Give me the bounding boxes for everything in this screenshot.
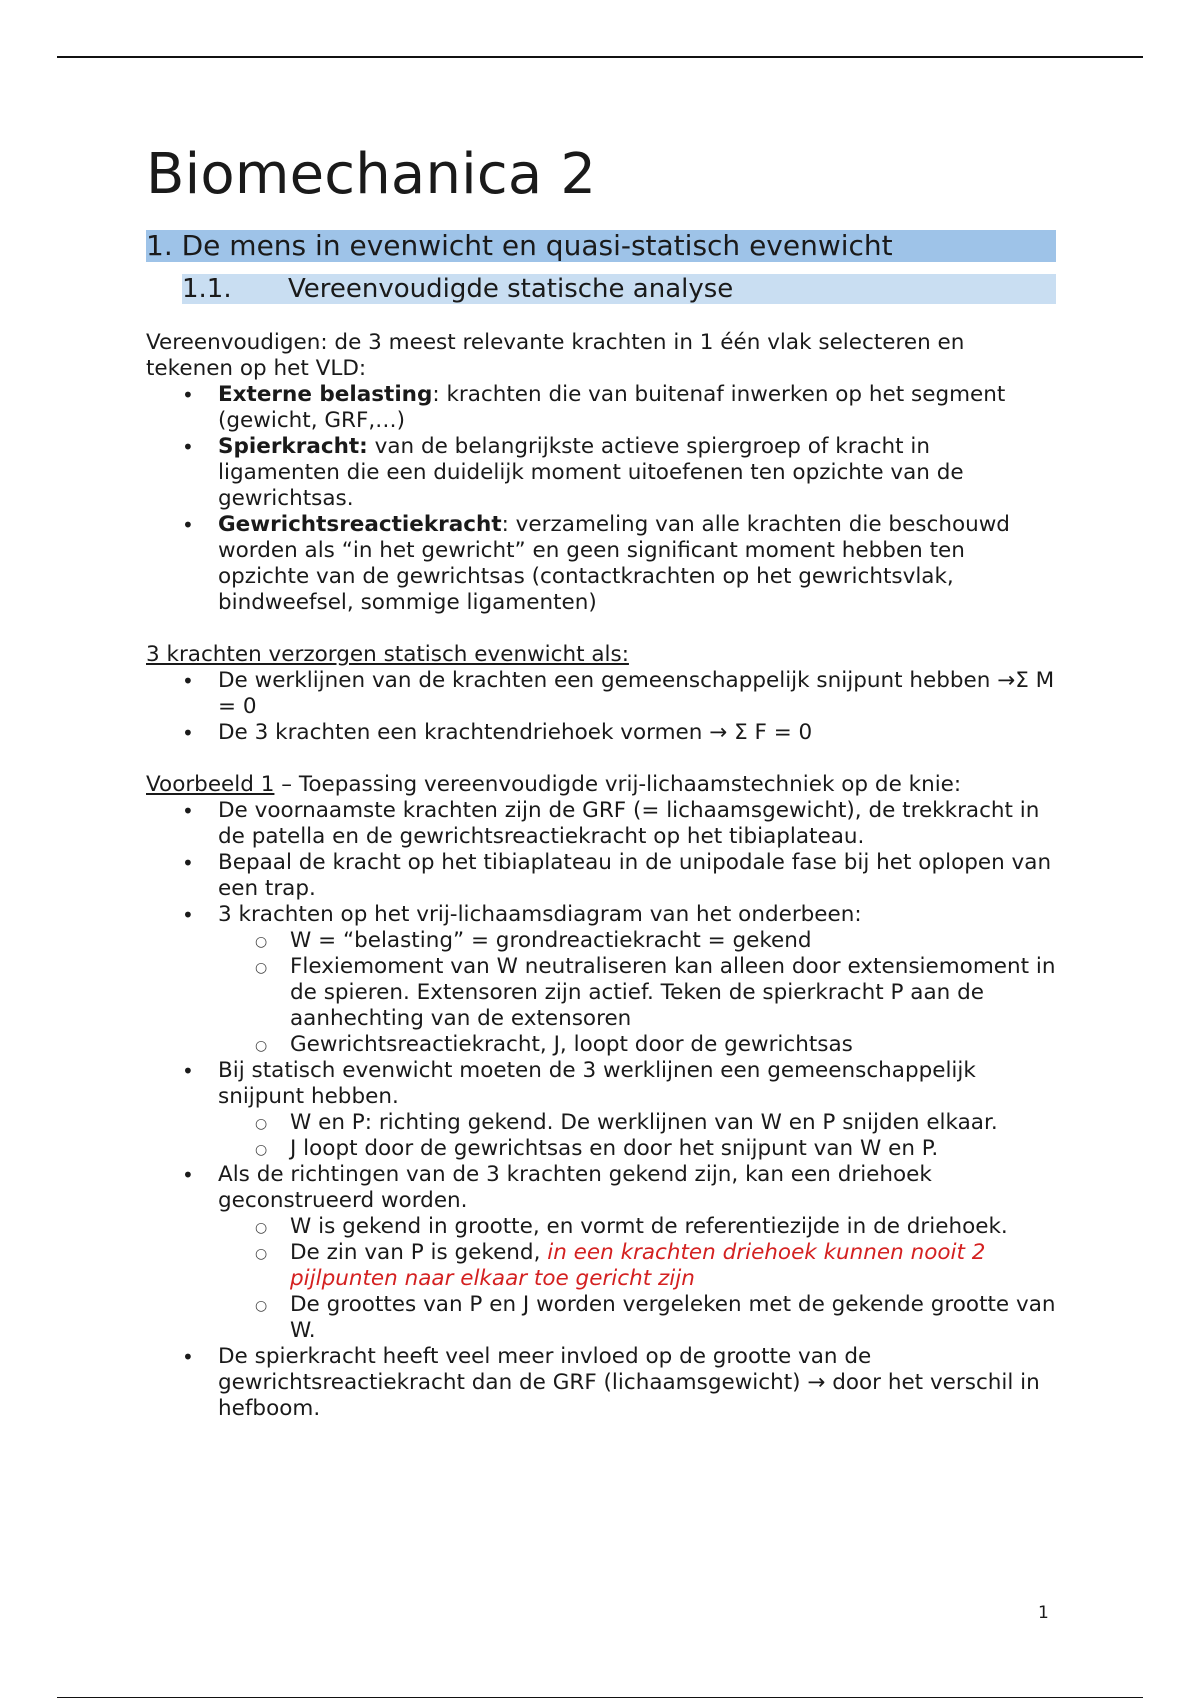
list-item: • De spierkracht heeft veel meer invloed op de grootte van de gewrichtsreactiekracht dan de GRF (lichaamsgewicht) → door het verschil in hefboom. [146,1344,1056,1422]
plain-text: De zin van P is gekend, [290,1240,548,1265]
equilibrium-list [146,668,1056,746]
highlighted-note: in een krachten driehoek kunnen nooit 2 pijlpunten naar elkaar toe gericht zijn [290,1240,986,1291]
document-title: Biomechanica 2 [146,142,597,207]
sub-list-item: ○ Flexiemoment van W neutraliseren kan alleen door extensiemoment in de spieren. Extensoren zijn actief. Teken de spierkracht P aan de aanhechting van de extensoren [218,954,1056,1032]
heading-2 [182,274,1056,304]
page-number: 1 [1038,1603,1049,1623]
term: Spierkracht: [218,434,368,459]
list-item: • De werklijnen van de krachten een gemeenschappelijk snijpunt hebben →Σ M = 0 [146,668,1056,720]
sub-list-item: ○ W = “belasting” = grondreactiekracht = gekend [218,928,1056,954]
definition: : krachten die van buitenaf inwerken op het segment (gewicht, GRF,…) [218,382,1006,433]
sub-list-item [218,1240,1056,1292]
example-heading [146,772,1056,798]
example-list [146,798,1056,1422]
heading-2-number: 1.1. [182,274,232,304]
term: Externe belasting [218,382,433,407]
page-content [146,140,1056,1422]
example-text: – Toepassing vereenvoudigde vrij-lichaamstechniek op de knie: [274,772,962,797]
sub-list-item: ○ De groottes van P en J worden vergeleken met de gekende grootte van W. [218,1292,1056,1344]
list-item [146,512,1056,616]
intro-paragraph: Vereenvoudigen: de 3 meest relevante krachten in 1 één vlak selecteren en tekenen op het VLD: [146,330,965,381]
heading-2-text: Vereenvoudigde statische analyse [288,274,734,304]
item-text: Bij statisch evenwicht moeten de 3 werklijnen een gemeenschappelijk snijpunt hebben. [218,1058,976,1109]
term: Gewrichtsreactiekracht [218,512,502,537]
forces-list [146,382,1056,616]
sub-list-item: ○ J loopt door de gewrichtsas en door het snijpunt van W en P. [218,1136,1056,1162]
list-item [146,1058,1056,1162]
sub-list-item: ○ W is gekend in grootte, en vormt de referentiezijde in de driehoek. [218,1214,1056,1240]
example-label: Voorbeeld 1 [146,772,275,797]
sub-list [218,928,1056,1058]
list-item: • De voornaamste krachten zijn de GRF (= lichaamsgewicht), de trekkracht in de patella en de gewrichtsreactiekracht op het tibiaplateau. [146,798,1056,850]
equilibrium-heading: 3 krachten verzorgen statisch evenwicht als: [146,642,629,667]
list-item [146,902,1056,1058]
heading-1: 1. De mens in evenwicht en quasi-statisch evenwicht [146,230,1056,262]
header-rule [57,56,1143,58]
body-text [146,330,1056,1422]
sub-list-item: ○ W en P: richting gekend. De werklijnen van W en P snijden elkaar. [218,1110,1056,1136]
list-item: • Bepaal de kracht op het tibiaplateau in de unipodale fase bij het oplopen van een trap. [146,850,1056,902]
item-text: 3 krachten op het vrij-lichaamsdiagram van het onderbeen: [218,902,862,927]
list-item [146,434,1056,512]
definition: : verzameling van alle krachten die beschouwd worden als “in het gewricht” en geen significant moment hebben ten opzichte van de gewrichtsas (contactkrachten op het gewrichtsvlak, bindweefsel, sommige ligamenten) [218,512,1010,615]
sub-list-item: ○ Gewrichtsreactiekracht, J, loopt door de gewrichtsas [218,1032,1056,1058]
item-text: Als de richtingen van de 3 krachten gekend zijn, kan een driehoek geconstrueerd worden. [218,1162,932,1213]
sub-list [218,1214,1056,1344]
list-item: • De 3 krachten een krachtendriehoek vormen → Σ F = 0 [146,720,1056,746]
sub-list [218,1110,1056,1162]
list-item [146,382,1056,434]
footer-rule [57,1697,1143,1698]
definition: van de belangrijkste actieve spiergroep of kracht in ligamenten die een duidelijk moment uitoefenen ten opzichte van de gewrichtsas. [218,434,964,511]
list-item [146,1162,1056,1344]
